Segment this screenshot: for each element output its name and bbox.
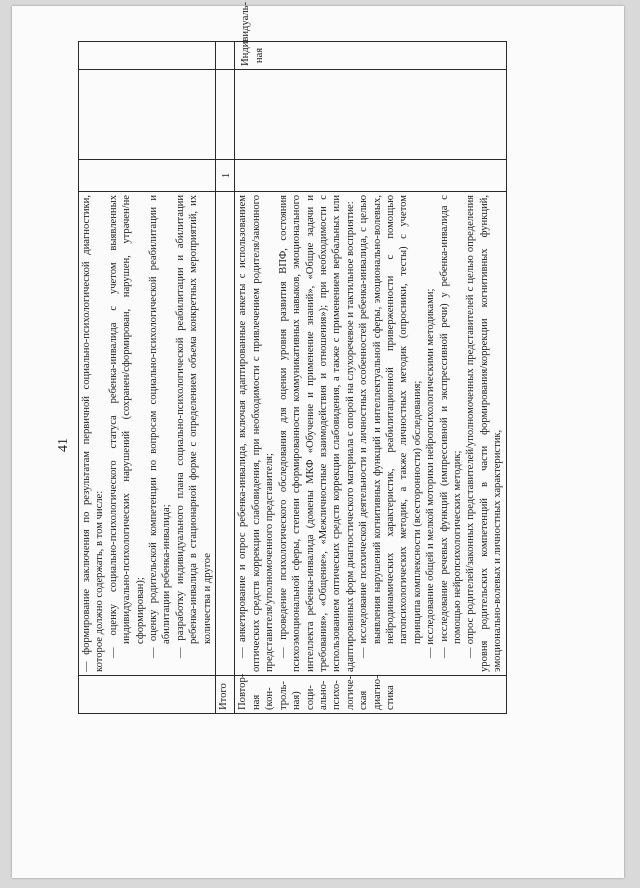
list-item: — разработку индивидуального плана социально-психологической реабилитации и абилитации ребенка-инвалида в стационарной форме с определением объема конкретных мероприятий, их количества и другое — [174, 195, 213, 658]
stage-cell-empty — [79, 676, 216, 714]
conclusion-list — [80, 195, 214, 672]
stage-line: ально- — [317, 680, 329, 710]
stage-line: Повтор- — [237, 673, 249, 710]
stage-line: соци- — [304, 685, 316, 710]
empty-cell — [216, 70, 235, 160]
stage-cell — [235, 673, 506, 714]
empty-cell — [235, 70, 506, 160]
stage-line: логиче- — [344, 675, 356, 710]
table-row-total — [216, 42, 235, 714]
type-cell-empty — [79, 42, 216, 70]
empty-cell — [79, 70, 216, 160]
list-item: — формирование заключения по результатам первичной социально-психологической диагностики, которое должно содержать, в том числе: — [81, 195, 106, 672]
list-item: — оценку родительской компетенции по вопросам социально-психологической реабилитации и абилитации ребенка-инвалида; — [148, 195, 173, 658]
rehabilitation-table — [78, 1, 507, 714]
table-row — [235, 42, 506, 714]
stage-line: диагно- — [371, 675, 383, 710]
count-cell-empty — [235, 160, 506, 192]
stage-line: ная) — [291, 691, 303, 710]
list-item: — исследование психической деятельности и личностных особенностей ребенка-инвалида, с целью выявления нарушений когнитивных функций и интеллектуальной сферы, эмоционально-волевых, нейродинамических характеристик, реабилитационной приверженности с помощью патопсихологических методик, а также личностных методик (опросники, тесты) с учетом принципа комплексности (всесторонности) обследования; — [358, 195, 423, 658]
count-cell-empty — [79, 160, 216, 192]
rotated-content — [78, 1, 598, 714]
stage-line: (кон- — [264, 687, 276, 710]
type-cell: Индивидуаль-ная — [235, 42, 506, 70]
rotated-table-area — [78, 1, 598, 714]
stage-line: психо- — [331, 680, 343, 710]
empty-cell — [216, 42, 235, 70]
list-item: — исследование речевых функций (импрессивной и экспрессивной речи) у ребенка-инвалида с помощью нейропсихологических методик; — [438, 195, 463, 658]
paragraph: — опрос родителей/законных представителей/уполномоченных представителей с целью определения уровня родительских компетенций в части формирования/коррекции когнитивных функций, эмоционально-волевых и личностных характеристик, — [465, 195, 504, 672]
paragraph: — проведение психологического обследования для оценки уровня развития ВПФ, состояния психоэмоциональной сферы, степени сформированности коммуникативных навыков, эмоционального интеллекта ребенка-инвалида (домены МКФ «Обучение и применение знаний», «Общие задачи и требования», «Общение», «Межличностные взаимодействия и отношения»); при необходимости с использованием оптических средств коррекции слабовидения, а также с применением вербальных или адаптированных форм диагностического материала с опорой на слухоречевое и тактильное восприятие: — [277, 195, 356, 672]
document-page — [12, 1, 624, 878]
list-item: — оценку социально-психологического статуса ребенка-инвалида с учетом выявленных индивидуально-психологических нарушений (сохранен/сформирован, нарушен, утрачен/не сформирован); — [107, 195, 146, 658]
content-cell — [79, 192, 216, 676]
stage-line: ная — [250, 694, 262, 710]
total-label: Итого — [216, 676, 235, 714]
total-empty — [216, 192, 235, 676]
total-value: 1 — [216, 160, 235, 192]
list-item: — исследование общей и мелкой моторики нейропсихологическими методиками; — [425, 288, 437, 658]
stage-line: стика — [384, 685, 396, 710]
paragraph: — анкетирование и опрос ребенка-инвалида, включая адаптированные анкеты с использованием оптических средств коррекции слабовидения, при необходимости с привлечением родителя/законного представителя/уполномоченного представителя; — [237, 195, 276, 672]
content-cell — [235, 192, 506, 676]
table-row — [79, 42, 216, 714]
stage-line: троль- — [277, 681, 289, 710]
page-number: 41 — [56, 438, 71, 452]
stage-line: ская — [358, 690, 370, 710]
